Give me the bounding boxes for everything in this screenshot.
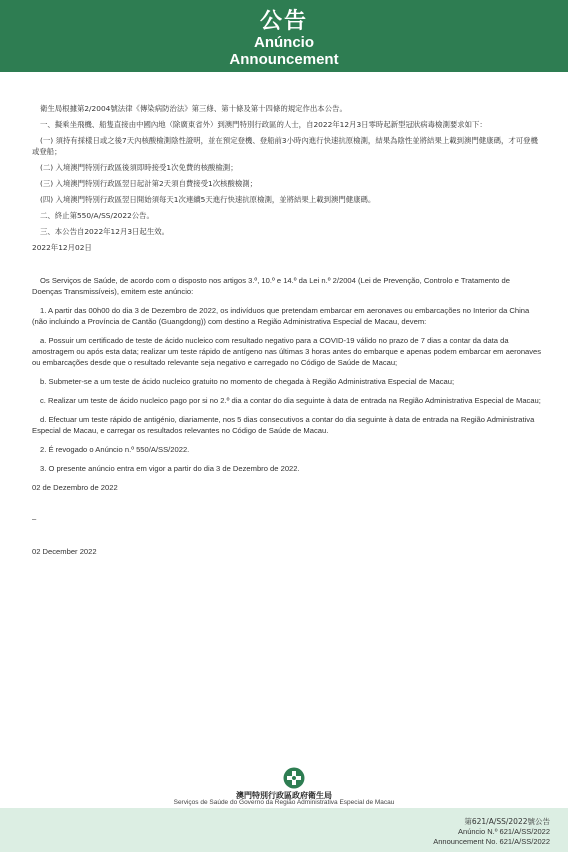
zh-item-1: 一、擬乘坐飛機、船隻直接由中國內地（除廣東省外）到澳門特別行政區的人士，自2022年12月3日零時起新型冠狀病毒檢測要求如下： [40,120,487,129]
health-bureau-logo-icon [283,767,305,789]
pt-date: 02 de Dezembro de 2022 [32,483,118,492]
footer-bar [0,808,568,852]
title-en: Announcement [229,51,339,68]
title-zh: 公告 [259,9,308,34]
announcement-body [32,103,542,557]
zh-sub-4: (四) 入境澳門特別行政區翌日開始須每天1次連續5天進行快速抗原檢測，並將結果上載到澳門健康碼。 [40,195,376,204]
pt-item-2: 2. É revogado o Anúncio n.º 550/A/SS/2022. [40,445,190,454]
ref-zh: 第621/A/SS/2022號公告 [464,817,550,826]
org-name-pt: Serviços de Saúde do Governo da Região Administrativa Especial de Macau [173,799,395,806]
pt-intro: Os Serviços de Saúde, de acordo com o disposto nos artigos 3.º, 10.º e 14.º da Lei n.º 2/2004 (Lei de Prevenção, Controlo e Tratamento de Doenças Transmissíveis), emitem este anúncio: [32,276,510,296]
zh-sub-2: (二) 入境澳門特別行政區後須即時接受1次免費的核酸檢測； [40,163,238,172]
pt-sub-b: b. Submeter-se a um teste de ácido nucleico gratuito no momento de chegada à Região Administrativa Especial de Macau; [40,377,455,386]
pt-sub-d: d. Efectuar um teste rápido de antigénio, diariamente, nos 5 dias consecutivos a contar do dia seguinte à data de entrada na Região Administrativa Especial de Macau, e carregar os resultados relevantes no Código de Saúde de Macau. [32,415,535,435]
zh-item-3: 三、本公告自2022年12月3日起生效。 [40,227,169,236]
zh-intro: 衛生局根據第2/2004號法律《傳染病防治法》第三條、第十條及第十四條的規定作出本公告。 [40,104,347,113]
ref-pt: Anúncio N.º 621/A/SS/2022 [458,827,550,836]
org-name-zh: 澳門特別行政區政府衛生局 [236,791,332,800]
zh-item-2: 二、終止第550/A/SS/2022公告。 [40,211,154,220]
zh-date: 2022年12月02日 [32,243,92,252]
pt-sub-a: a. Possuir um certificado de teste de ácido nucleico com resultado negativo para a COVID-19 válido no prazo de 7 dias a contar da data da amostragem ou após esta data; realizar um teste rápido de antígeno nas últimas 3 horas antes do embarque e apenas podem embarcar em aeronaves ou embarcações desde que o resultado relevante seja negativo e carregado no Código de Saúde de Macau; [32,336,542,367]
pt-item-1: 1. A partir das 00h00 do dia 3 de Dezembro de 2022, os indivíduos que pretendam embarcar em aeronaves ou embarcações no Interior da China (não incluindo a Província de Cantão (Guangdong)) com destino a Região Administrativa Especial de Macau, devem: [32,306,530,326]
en-date: 02 December 2022 [32,547,97,556]
ref-en: Announcement No. 621/A/SS/2022 [433,837,550,846]
en-dash: – [32,514,37,523]
zh-sub-3: (三) 入境澳門特別行政區翌日起計第2天須自費接受1次核酸檢測； [40,179,258,188]
zh-sub-1: (一) 須持有採樣日或之後7天內核酸檢測陰性證明，並在預定登機、登船前3小時內進行快速抗原檢測，結果為陰性並將結果上載到澳門健康碼，才可登機或登船； [32,136,538,156]
pt-sub-c: c. Realizar um teste de ácido nucleico pago por si no 2.º dia a contar do dia seguinte à data de entrada na Região Administrativa Especial de Macau; [40,396,541,405]
header-banner [0,0,568,72]
pt-item-3: 3. O presente anúncio entra em vigor a partir do dia 3 de Dezembro de 2022. [40,464,300,473]
title-pt: Anúncio [254,34,314,51]
